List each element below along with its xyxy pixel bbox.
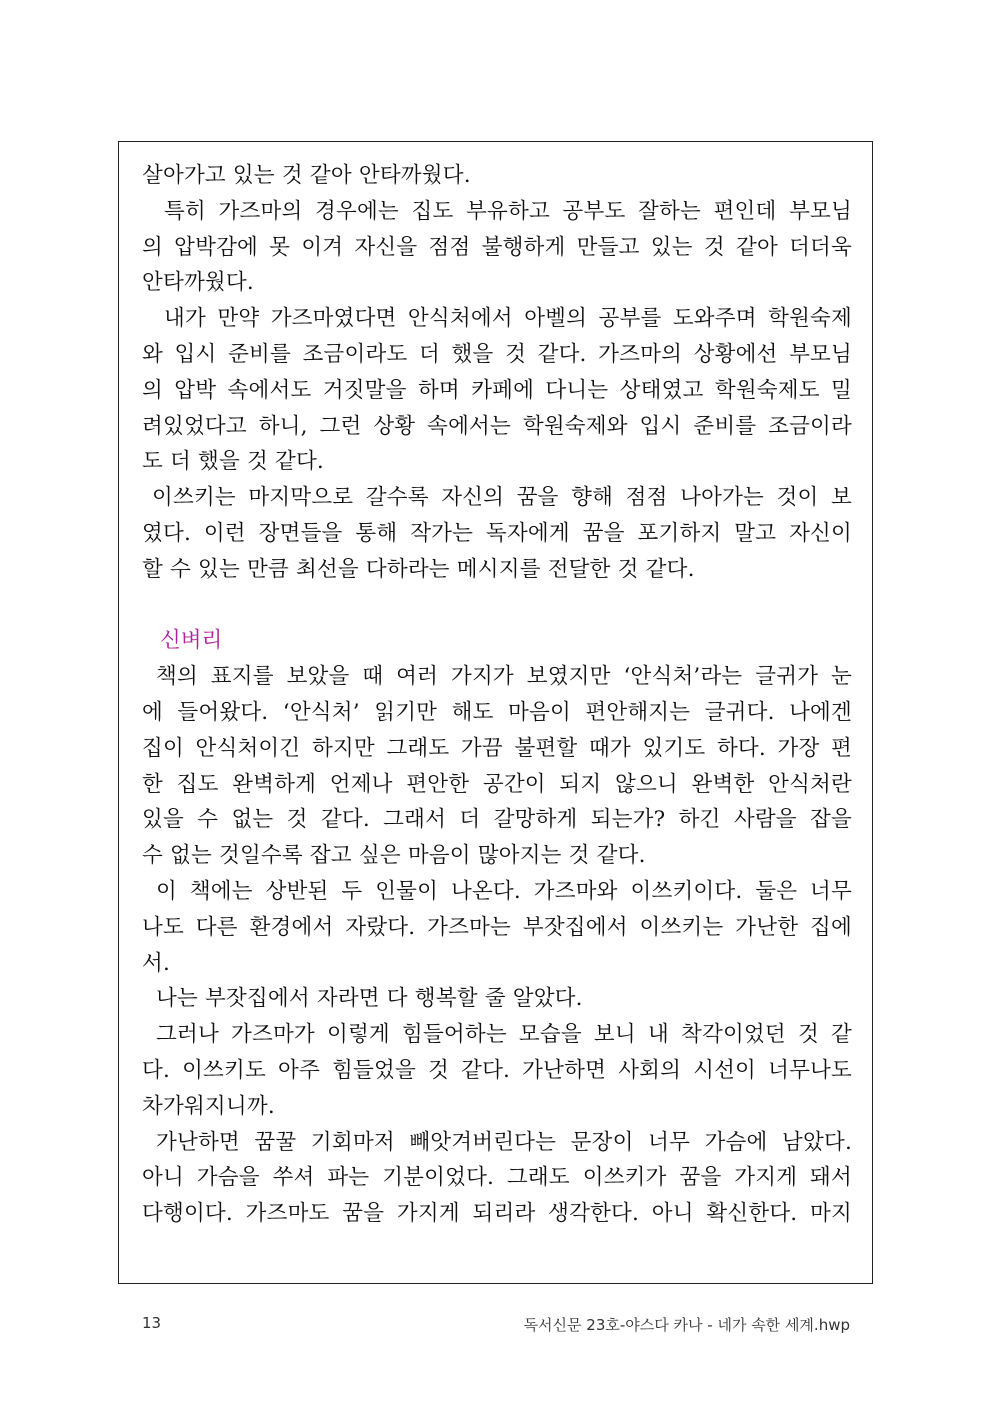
paragraph: [142, 158, 852, 194]
text-line: 그러나 가즈마가 이렇게 힘들어하는 모습을 보니 내 착각이었던 것 같: [156, 1022, 852, 1048]
document-body: [142, 158, 852, 1232]
text-line: 있을 수 없는 것 같다. 그래서 더 갈망하게 되는가? 하긴 사람을 잡을: [142, 807, 852, 833]
text-line: 내가 만약 가즈마였다면 안식처에서 아벨의 공부를 도와주며 학원숙제: [164, 306, 852, 332]
file-name: 독서신문 23호-야스다 카나 - 네가 속한 세계.hwp: [523, 1316, 850, 1334]
text-line: 다. 이쓰키도 아주 힘들었을 것 같다. 가난하면 사회의 시선이 너무나도: [142, 1057, 852, 1083]
blank-line: [142, 588, 852, 624]
paragraph: [142, 981, 852, 1017]
text-line: 차가워지니까.: [142, 1093, 275, 1119]
text-line: 려있었다고 하니, 그런 상황 속에서는 학원숙제와 입시 준비를 조금이라: [142, 413, 852, 439]
text-line: 의 압박감에 못 이겨 자신을 점점 불행하게 만들고 있는 것 같아 더더욱: [142, 234, 852, 260]
text-line: 나도 다른 환경에서 자랐다. 가즈마는 부잣집에서 이쓰키는 가난한 집에: [142, 914, 852, 940]
text-line: 의 압박 속에서도 거짓말을 하며 카페에 다니는 상태였고 학원숙제도 밀: [142, 377, 852, 403]
author-name: 신벼리: [160, 628, 223, 654]
text-line: 책의 표지를 보았을 때 여러 가지가 보였지만 ‘안식처’라는 글귀가 눈: [156, 664, 852, 690]
page-number: 13: [142, 1314, 162, 1332]
text-line: 도 더 했을 것 같다.: [142, 449, 324, 475]
paragraph: [142, 874, 852, 981]
paragraph: [142, 1017, 852, 1124]
paragraph: [142, 1125, 852, 1232]
text-line: 이쓰키는 마지막으로 갈수록 자신의 꿈을 향해 점점 나아가는 것이 보: [152, 485, 852, 511]
text-line: 아니 가슴을 쑤셔 파는 기분이었다. 그래도 이쓰키가 꿈을 가지게 돼서: [142, 1165, 852, 1191]
paragraph: [142, 480, 852, 587]
text-line: 수 없는 것일수록 잡고 싶은 마음이 많아지는 것 같다.: [142, 843, 646, 869]
paragraph: [142, 194, 852, 301]
text-line: 이 책에는 상반된 두 인물이 나온다. 가즈마와 이쓰키이다. 둘은 너무: [156, 878, 852, 904]
text-line: 특히 가즈마의 경우에는 집도 부유하고 공부도 잘하는 편인데 부모님: [164, 198, 852, 224]
paragraph: [142, 301, 852, 480]
paragraph: [142, 659, 852, 874]
text-line: 집이 안식처이긴 하지만 그래도 가끔 불편할 때가 있기도 하다. 가장 편: [142, 735, 852, 761]
text-line: 살아가고 있는 것 같아 안타까웠다.: [142, 163, 471, 188]
text-line: 한 집도 완벽하게 언제나 편안한 공간이 되지 않으니 완벽한 안식처란: [142, 771, 852, 797]
text-line: 였다. 이런 장면들을 통해 작가는 독자에게 꿈을 포기하지 말고 자신이: [142, 520, 852, 546]
text-line: 에 들어왔다. ‘안식처’ 읽기만 해도 마음이 편안해지는 글귀다. 나에겐: [142, 699, 852, 725]
text-line: 서.: [142, 950, 171, 976]
text-line: 다행이다. 가즈마도 꿈을 가지게 되리라 생각한다. 아니 확신한다. 마지: [142, 1201, 852, 1227]
text-line: 가난하면 꿈꿀 기회마저 빼앗겨버린다는 문장이 너무 가슴에 남았다.: [156, 1129, 852, 1155]
text-line: 할 수 있는 만큼 최선을 다하라는 메시지를 전달한 것 같다.: [142, 556, 695, 582]
text-line: 나는 부잣집에서 자라면 다 행복할 줄 알았다.: [156, 986, 583, 1012]
text-line: 와 입시 준비를 조금이라도 더 했을 것 같다. 가즈마의 상황에선 부모님: [142, 341, 852, 367]
text-line: 안타까웠다.: [142, 270, 254, 296]
